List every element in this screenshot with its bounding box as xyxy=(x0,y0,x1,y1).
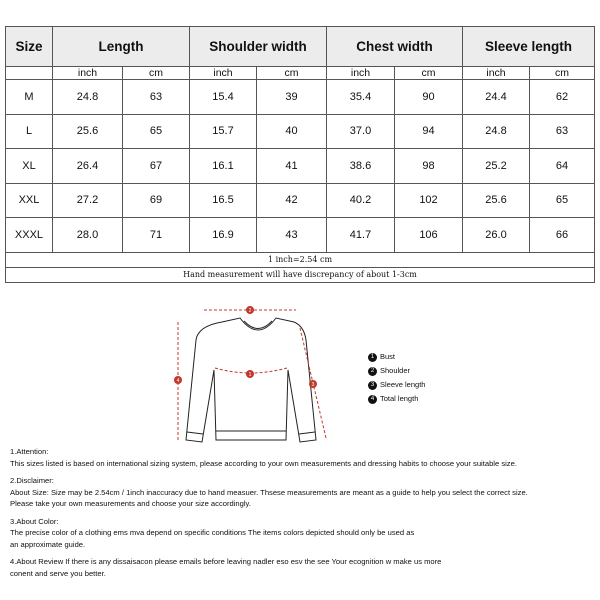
table-cell: 69 xyxy=(123,183,190,218)
table-cell: 26.4 xyxy=(53,149,123,184)
header-size: Size xyxy=(6,27,53,67)
unit-cell: inch xyxy=(190,67,257,80)
table-cell: 42 xyxy=(257,183,327,218)
unit-blank xyxy=(6,67,53,80)
table-row xyxy=(6,183,595,218)
header-sleeve-length: Sleeve length xyxy=(463,27,595,67)
table-cell: 24.4 xyxy=(463,80,530,115)
table-cell: 71 xyxy=(123,218,190,253)
right-cuff xyxy=(299,432,315,434)
table-cell: 16.5 xyxy=(190,183,257,218)
table-cell: 65 xyxy=(123,114,190,149)
note-line: This sizes listed is based on international sizing system, please according to your own measurements and dressing habits to choose your suitable size. xyxy=(10,458,517,468)
marker-label: 3 xyxy=(311,382,315,388)
table-row xyxy=(6,114,595,149)
note-line: an approximate guide. xyxy=(10,539,86,549)
unit-cell: cm xyxy=(257,67,327,80)
table-cell: 62 xyxy=(530,80,595,115)
table-cell: 106 xyxy=(395,218,463,253)
header-shoulder-width: Shoulder width xyxy=(190,27,327,67)
table-cell: 63 xyxy=(530,114,595,149)
table-cell: 41 xyxy=(257,149,327,184)
note-line: 3.About Color: xyxy=(10,516,59,526)
table-cell: 63 xyxy=(123,80,190,115)
table-cell: 16.9 xyxy=(190,218,257,253)
table-cell: 64 xyxy=(530,149,595,184)
table-cell: 28.0 xyxy=(53,218,123,253)
size-cell: L xyxy=(6,114,53,149)
unit-row xyxy=(6,67,595,80)
legend-label: Shoulder xyxy=(380,366,411,375)
table-cell: 27.2 xyxy=(53,183,123,218)
note-line: 4.About Review If there is any dissaisacon please emails before leaving nadler eso esv the see Your ecognition w make us more xyxy=(10,557,442,566)
table-cell: 66 xyxy=(530,218,595,253)
legend-number-icon: 1 xyxy=(368,353,377,362)
marker-label: 4 xyxy=(176,378,180,384)
table-cell: 15.4 xyxy=(190,80,257,115)
table-cell: 65 xyxy=(530,183,595,218)
left-cuff xyxy=(187,432,203,434)
legend-number-icon: 2 xyxy=(368,367,377,376)
header-row xyxy=(6,27,595,67)
table-row xyxy=(6,80,595,115)
table-cell: 67 xyxy=(123,149,190,184)
discrepancy-row xyxy=(6,267,595,282)
marker-label: 1 xyxy=(248,372,252,378)
table-cell: 38.6 xyxy=(327,149,395,184)
sweater-neckline xyxy=(244,321,272,329)
conversion-note: 1 inch=2.54 cm xyxy=(6,252,595,267)
table-row xyxy=(6,149,595,184)
header-chest-width: Chest width xyxy=(327,27,463,67)
table-cell: 94 xyxy=(395,114,463,149)
table-cell: 16.1 xyxy=(190,149,257,184)
table-cell: 15.7 xyxy=(190,114,257,149)
table-cell: 43 xyxy=(257,218,327,253)
table-row xyxy=(6,218,595,253)
unit-cell: inch xyxy=(327,67,395,80)
note-line: 1.Attention: xyxy=(10,447,49,456)
attention-note xyxy=(10,446,595,469)
note-line: About Size: Size may be 2.54cm / 1inch inaccuracy due to hand measuer. Thsese measurements are meant as a guide to help you select the correct size. xyxy=(10,487,528,497)
table-cell: 25.6 xyxy=(53,114,123,149)
legend-label: Sleeve length xyxy=(380,380,426,389)
size-cell: M xyxy=(6,80,53,115)
table-cell: 25.6 xyxy=(463,183,530,218)
review-note xyxy=(10,556,595,579)
legend-item xyxy=(368,378,425,392)
table-cell: 40 xyxy=(257,114,327,149)
note-line: 2.Disclaimer: xyxy=(10,476,54,485)
legend-label: Total length xyxy=(380,394,419,403)
legend-item xyxy=(368,364,425,378)
unit-cell: inch xyxy=(53,67,123,80)
notes-section xyxy=(10,446,595,585)
sweater-outline xyxy=(186,318,316,442)
table-cell: 39 xyxy=(257,80,327,115)
table-cell: 35.4 xyxy=(327,80,395,115)
legend-number-icon: 3 xyxy=(368,381,377,390)
size-cell: XXXL xyxy=(6,218,53,253)
legend-label: Bust xyxy=(380,352,396,361)
size-chart-table xyxy=(5,26,595,283)
table-cell: 37.0 xyxy=(327,114,395,149)
unit-cell: cm xyxy=(395,67,463,80)
note-line: conent and serve you better. xyxy=(10,568,106,578)
disclaimer-note xyxy=(10,475,595,510)
legend-item xyxy=(368,392,425,406)
table-cell: 41.7 xyxy=(327,218,395,253)
table-cell: 102 xyxy=(395,183,463,218)
unit-cell: inch xyxy=(463,67,530,80)
unit-cell: cm xyxy=(123,67,190,80)
color-note xyxy=(10,516,595,551)
note-line: The precise color of a clothing ems mva depend on specific conditions The items colors depicted should only be used as xyxy=(10,528,415,537)
size-cell: XXL xyxy=(6,183,53,218)
table-cell: 25.2 xyxy=(463,149,530,184)
table-cell: 24.8 xyxy=(53,80,123,115)
table-cell: 90 xyxy=(395,80,463,115)
table-cell: 24.8 xyxy=(463,114,530,149)
table-cell: 98 xyxy=(395,149,463,184)
legend-number-icon: 4 xyxy=(368,395,377,404)
marker-label: 2 xyxy=(248,308,252,314)
unit-cell: cm xyxy=(530,67,595,80)
header-length: Length xyxy=(53,27,190,67)
table-cell: 26.0 xyxy=(463,218,530,253)
conversion-row xyxy=(6,252,595,267)
legend-item xyxy=(368,350,425,364)
table-cell: 40.2 xyxy=(327,183,395,218)
discrepancy-note: Hand measurement will have discrepancy of about 1-3cm xyxy=(6,267,595,282)
measurement-legend xyxy=(368,350,425,406)
note-line: Please take your own measurements and choose your size accordingly. xyxy=(10,499,251,508)
size-cell: XL xyxy=(6,149,53,184)
